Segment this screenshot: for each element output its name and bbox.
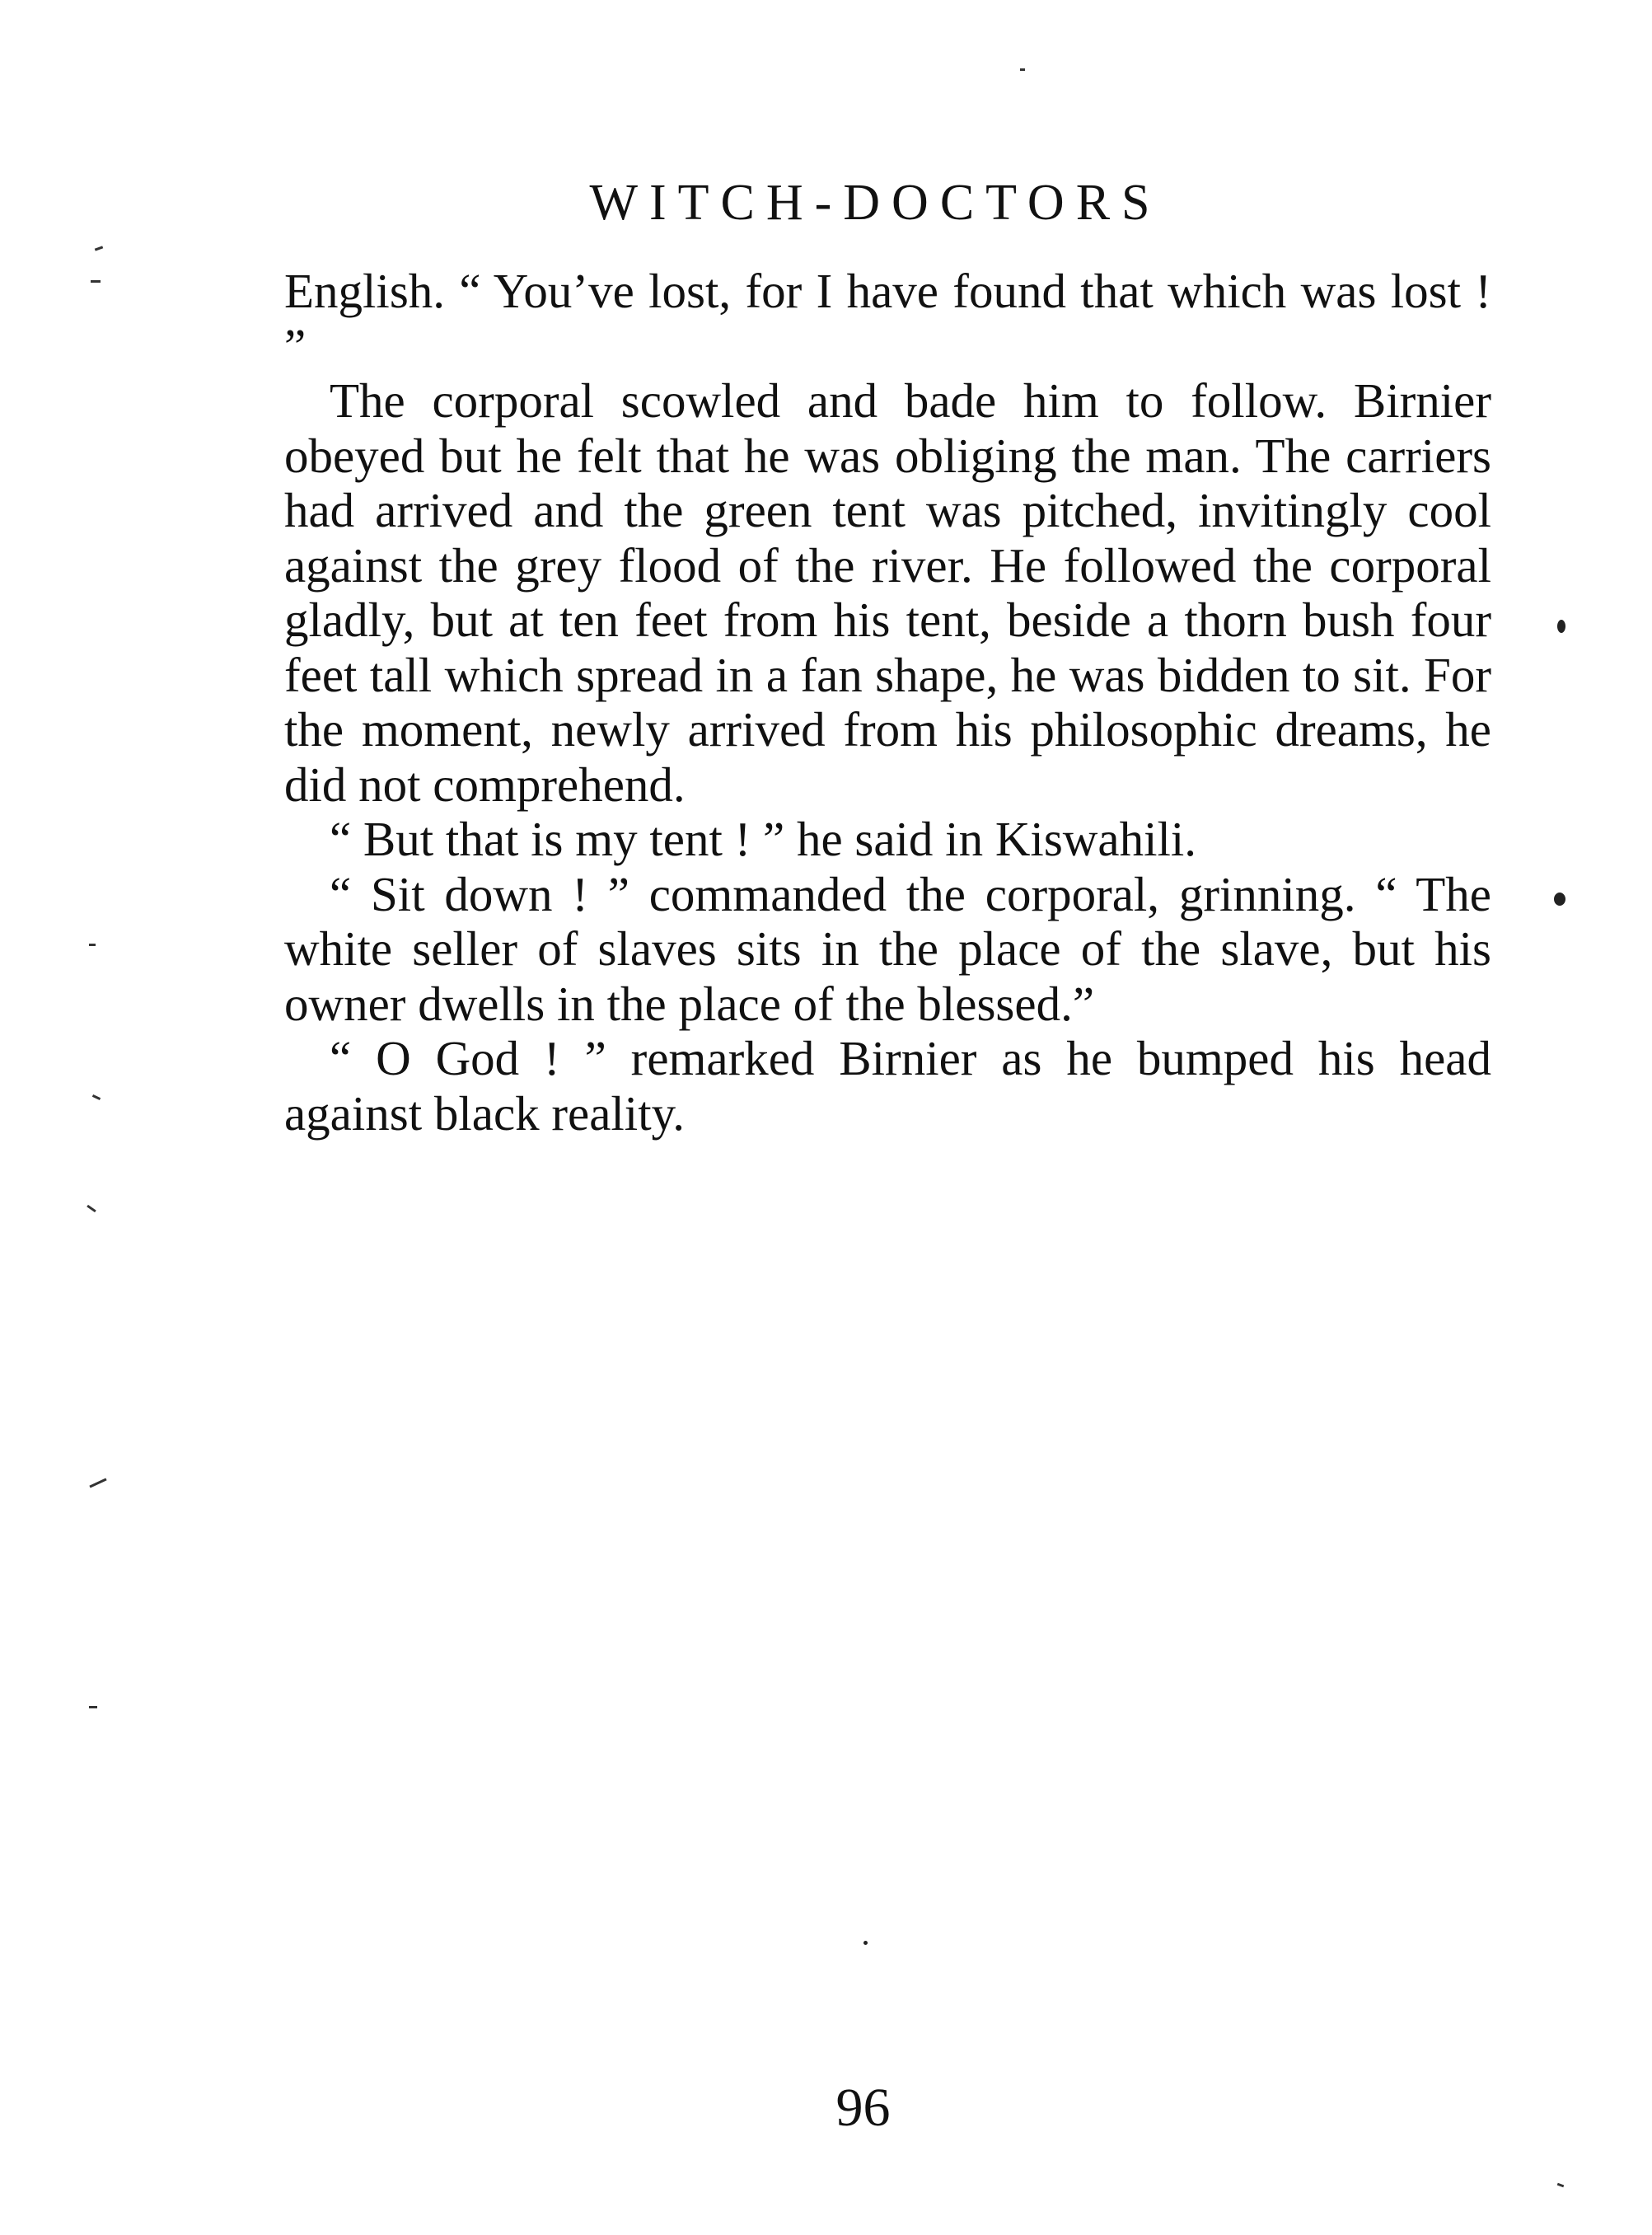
scan-mark <box>92 1094 101 1100</box>
paragraph: “ Sit down ! ” commanded the corporal, grinning. “ The white seller of slaves sits in the place of the slave, but his owner dwells in the place of the blessed.” <box>284 866 1491 1031</box>
scan-speck <box>1557 620 1565 633</box>
paragraph: The corporal scowled and bade him to follow. Birnier obeyed but he felt that he was obliging the man. The carriers had arrived and the green tent was pitched, invitingly cool against the grey flood of the river. He followed the corporal gladly, but at ten feet from his tent, beside a thorn bush four feet tall which spread in a fan shape, he was bidden to sit. For the moment, newly arrived from his philosophic dreams, he did not comprehend. <box>284 373 1491 812</box>
body-text <box>284 264 1491 1141</box>
scan-mark <box>1020 68 1025 71</box>
scan-speck <box>863 1941 868 1945</box>
paragraph: English. “ You’ve lost, for I have found that which was lost ! ” <box>284 264 1491 373</box>
page-number: 96 <box>835 2078 891 2138</box>
scan-mark <box>95 246 103 251</box>
running-head: WITCH-DOCTORS <box>589 175 1162 231</box>
scan-speck <box>1554 893 1565 906</box>
paragraph: “ O God ! ” remarked Birnier as he bumped his head against black reality. <box>284 1031 1491 1141</box>
scan-mark <box>89 1478 106 1488</box>
scan-mark <box>89 944 96 946</box>
scan-mark <box>89 1706 97 1708</box>
paragraph: “ But that is my tent ! ” he said in Kiswahili. <box>330 812 1197 866</box>
scan-mark <box>91 280 101 283</box>
scan-mark <box>1557 2183 1565 2188</box>
scan-mark <box>87 1205 96 1212</box>
